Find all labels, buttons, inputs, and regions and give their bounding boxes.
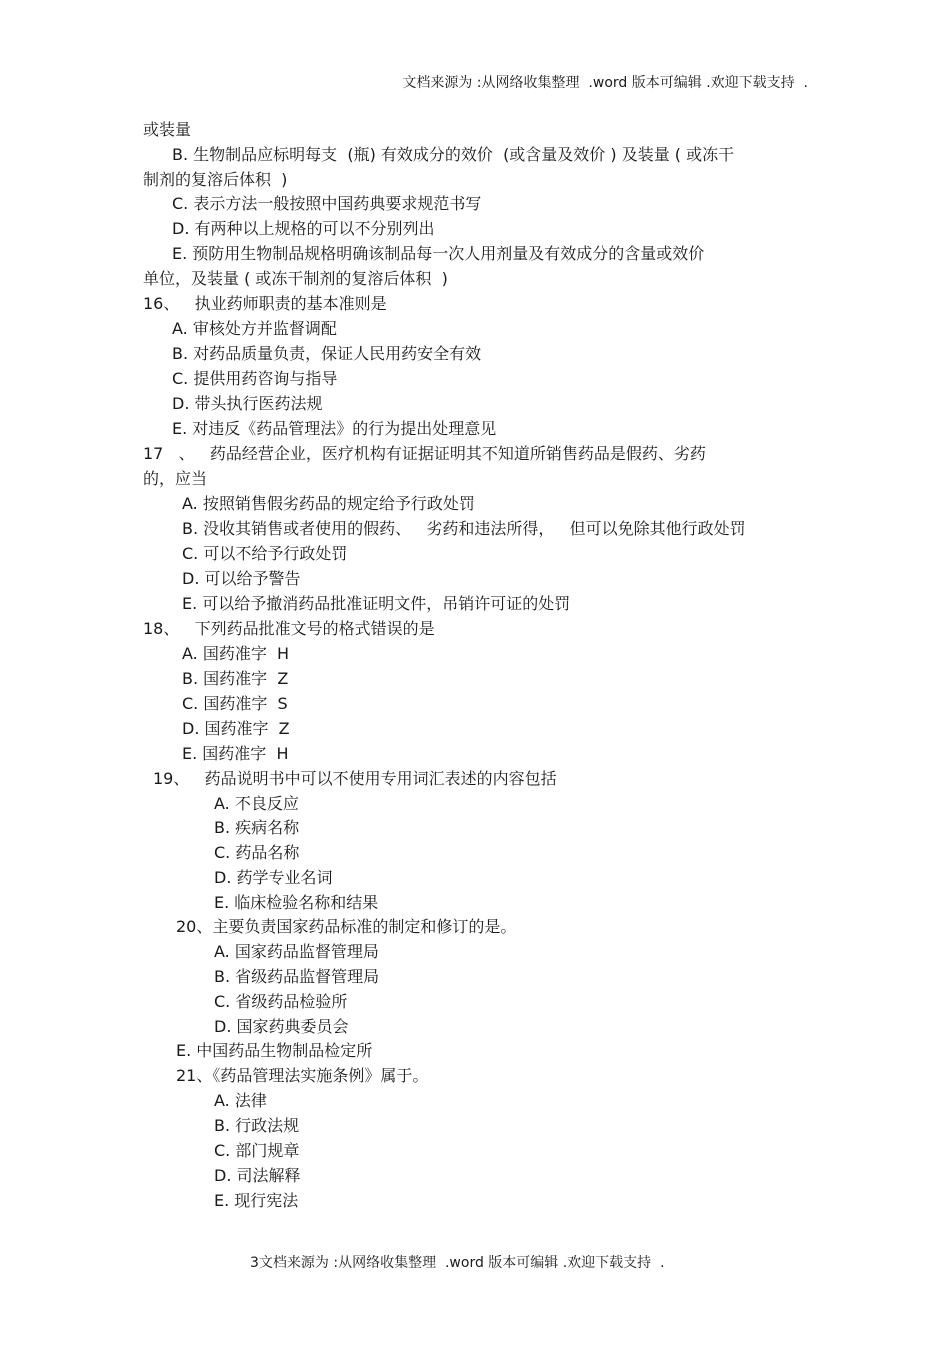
question-17: 17 、 药品经营企业，医疗机构有证据证明其不知道所销售药品是假药、劣药 [143, 444, 706, 463]
option-e: E. 中国药品生物制品检定所 [176, 1041, 373, 1060]
option-b: B. 省级药品监督管理局 [214, 967, 380, 986]
text-line: 单位，及装量 ( 或冻干制剂的复溶后体积 ) [143, 269, 448, 288]
option-c: C. 药品名称 [214, 843, 300, 862]
option-b: B. 疾病名称 [214, 818, 300, 837]
question-16: 16、 执业药师职责的基本准则是 [143, 294, 387, 313]
option-c: C. 省级药品检验所 [214, 992, 348, 1011]
option-e: E. 国药准字 H [182, 744, 289, 763]
option-c: C. 部门规章 [214, 1141, 300, 1160]
page-header: 文档来源为 :从网络收集整理 .word 版本可编辑 .欢迎下载支持 . [402, 75, 808, 91]
option-c: C. 可以不给予行政处罚 [182, 544, 348, 563]
option-d: D. 带头执行医药法规 [172, 394, 323, 413]
option-a: A. 国药准字 H [182, 644, 290, 663]
option-e: E. 现行宪法 [214, 1191, 299, 1210]
option-e: E. 临床检验名称和结果 [214, 893, 379, 912]
option-e: E. 预防用生物制品规格明确该制品每一次人用剂量及有效成分的含量或效价 [172, 244, 705, 263]
option-c: C. 提供用药咨询与指导 [172, 369, 338, 388]
option-a: A. 法律 [214, 1091, 267, 1110]
page-footer: 3文档来源为 :从网络收集整理 .word 版本可编辑 .欢迎下载支持 . [250, 1255, 665, 1271]
question-18: 18、 下列药品批准文号的格式错误的是 [143, 619, 435, 638]
option-a: A. 审核处方并监督调配 [172, 319, 337, 338]
option-d: D. 有两种以上规格的可以不分别列出 [172, 219, 435, 238]
question-19: 19、 药品说明书中可以不使用专用词汇表述的内容包括 [153, 769, 557, 788]
option-b: B. 国药准字 Z [182, 669, 289, 688]
option-d: D. 国家药典委员会 [214, 1017, 349, 1036]
question-20: 20、主要负责国家药品标准的制定和修订的是。 [176, 917, 517, 936]
option-d: D. 可以给予警告 [182, 569, 301, 588]
option-b: B. 对药品质量负责，保证人民用药安全有效 [172, 344, 482, 363]
option-b: B. 没收其销售或者使用的假药、 劣药和违法所得， 但可以免除其他行政处罚 [182, 519, 746, 538]
option-c: C. 表示方法一般按照中国药典要求规范书写 [172, 194, 482, 213]
option-a: A. 按照销售假劣药品的规定给予行政处罚 [182, 494, 475, 513]
text-line: 的，应当 [143, 469, 208, 488]
text-line: 或装量 [143, 120, 192, 139]
option-d: D. 司法解释 [214, 1166, 301, 1185]
option-a: A. 国家药品监督管理局 [214, 942, 379, 961]
option-d: D. 药学专业名词 [214, 868, 333, 887]
option-a: A. 不良反应 [214, 794, 299, 813]
option-b: B. 行政法规 [214, 1116, 300, 1135]
option-e: E. 可以给予撤消药品批准证明文件，吊销许可证的处罚 [182, 594, 571, 613]
option-b: B. 生物制品应标明每支 (瓶) 有效成分的效价 (或含量及效价 ) 及装量 ( 或冻干 [172, 145, 735, 164]
option-d: D. 国药准字 Z [182, 719, 290, 738]
option-c: C. 国药准字 S [182, 694, 288, 713]
option-e: E. 对违反《药品管理法》的行为提出处理意见 [172, 419, 497, 438]
question-21: 21、《药品管理法实施条例》属于。 [176, 1066, 429, 1085]
text-line: 制剂的复溶后体积 ) [143, 170, 288, 189]
